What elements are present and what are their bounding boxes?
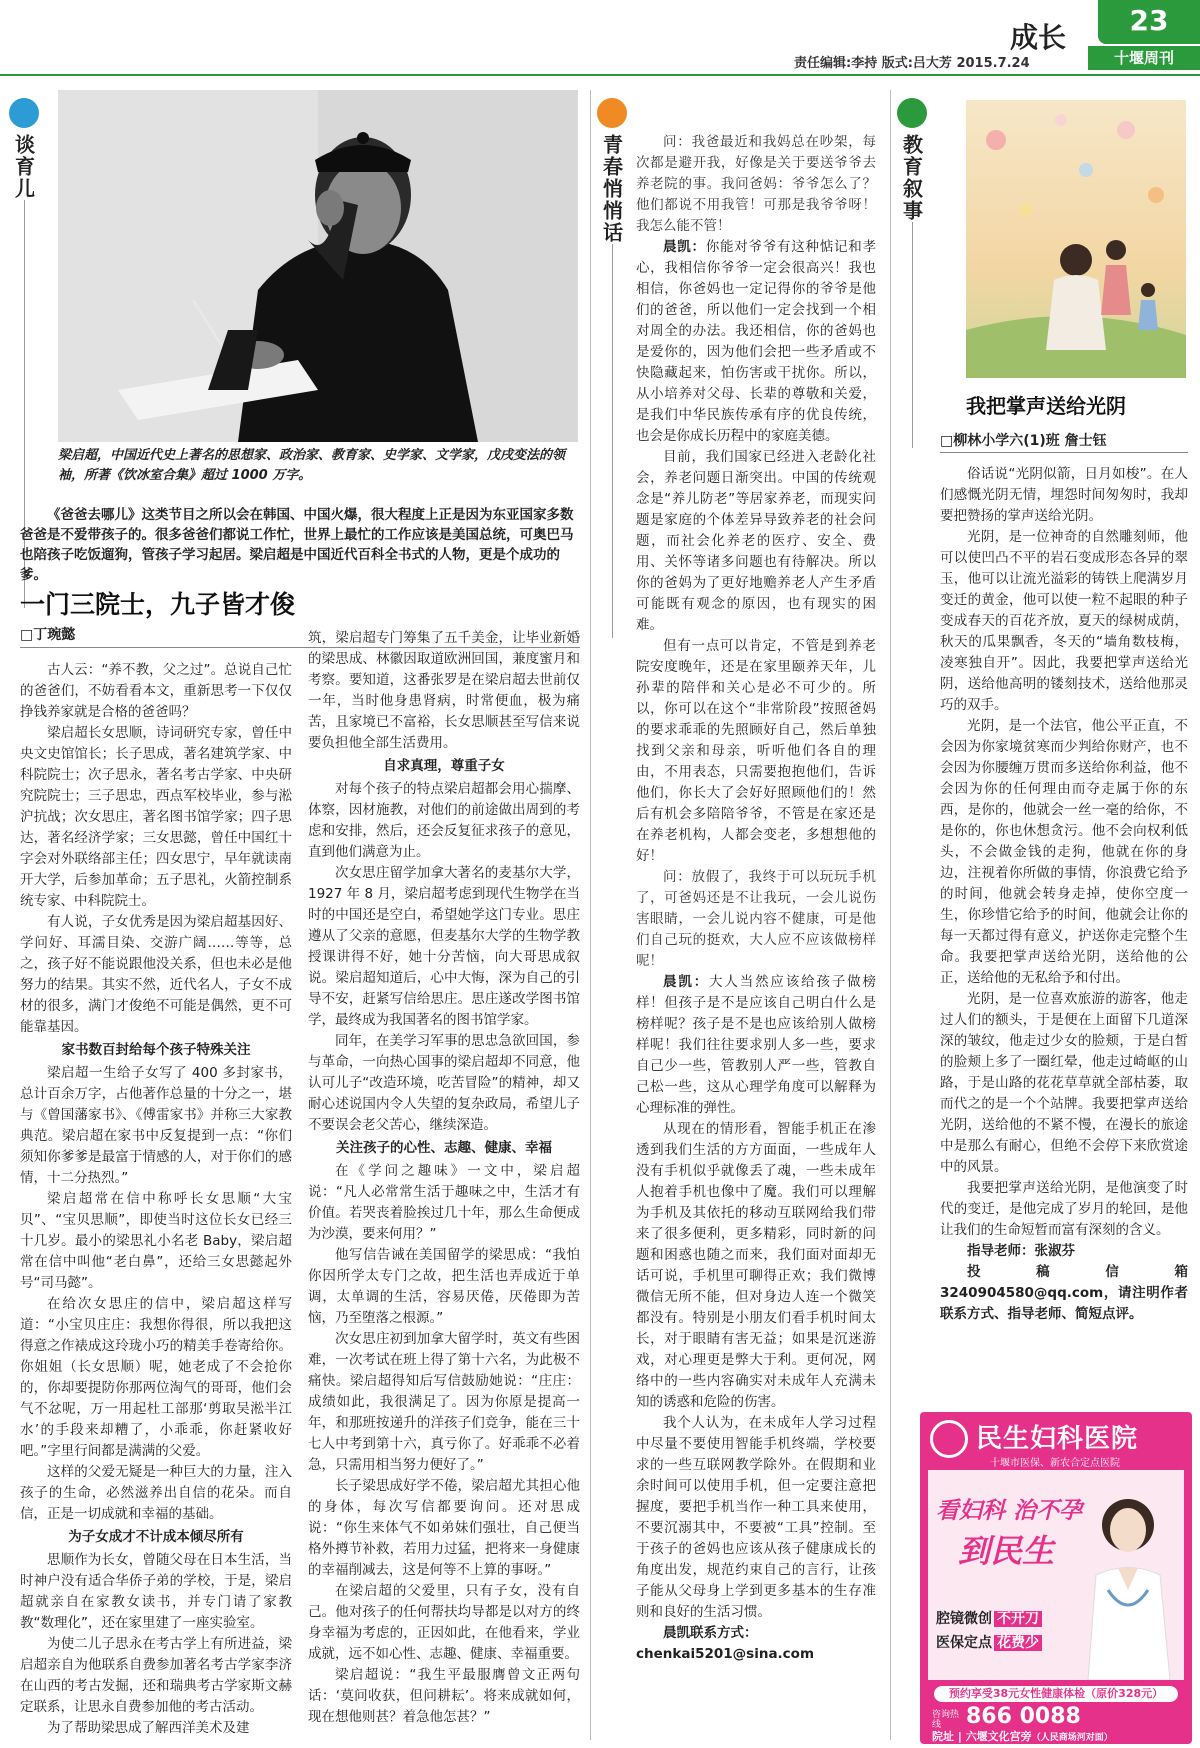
question-2-text: 问：放假了，我终于可以玩玩手机了，可爸妈还是不让我玩，一会儿说伤害眼睛，一会儿说内容不健康，可是他们自己玩的挺欢，大人应不应该做榜样呢！ — [636, 869, 876, 969]
header-rule — [0, 74, 1200, 76]
article-paragraph: 他写信告诫在美国留学的梁思成：“我怕你因所学太专门之故，把生活也弄成近于单调，太单调的生活，容易厌倦，厌倦即为苦恼，乃至堕落之根源。” — [308, 1247, 580, 1326]
ad-address-text: 六堰文化宫旁 — [965, 1730, 1032, 1743]
article-paragraph: 梁启超一生给子女写了 400 多封家书，总计百余万字，占他著作总量的十分之一，堪与《曾国藩家书》、《傅雷家书》并称三大家教典范。梁启超在家书中反复提到一点：“你们须知你爹爹是最富于情感的人，对于你们的感情，十二分热烈。” — [20, 1065, 292, 1186]
ad-slogan-2: 到民生 — [958, 1532, 1055, 1570]
section-ribbon-right — [898, 98, 926, 448]
ad-tag-text: 腔镜微创 — [936, 1611, 992, 1627]
question-1 — [636, 132, 876, 237]
ad-tag-highlight: 不开刀 — [994, 1611, 1042, 1627]
answer-2-paragraph-text: 从现在的情形看，智能手机正在渗透到我们生活的方方面面，一些成年人没有手机似乎就像丢了魂，一些未成年人抱着手机也像中了魔。我们可以理解为手机及其依托的移动互联网给我们带来了很多便利，更多精彩，同时新的问题和困惑也随之而来，我们面对面却无话可说，手机里可聊得正欢；我们微博微信无所不能，但对身边人连一个微笑都没有。特别是小朋友们看手机时间太长，对于眼睛有害无益；如果是沉迷游戏，对心理更是弊大于利。更何况，网络中的一些内容确实对未成年人充满未知的诱惑和危险的伤害。 — [636, 1121, 876, 1410]
ad-slogan-1: 看妇科 治不孕 — [936, 1498, 1083, 1524]
editor-line: 责任编辑:李持 版式:吕大芳 2015.7.24 — [794, 56, 1030, 71]
ad-tag-1 — [936, 1608, 1042, 1628]
article-title: 一门三院士，九子皆才俊 — [20, 590, 296, 619]
ribbon-line — [612, 244, 613, 638]
article-paragraph: 同年，在美学习军事的思忠急欲回国，参与革命，一向热心国事的梁启超却不同意，他认可儿子“改造环境，吃苦冒险”的精神，却又耐心述说国内令人失望的复杂政局，希望儿子不要误会老父苦心，继续深造。 — [308, 1033, 580, 1133]
paper-name: 十堰周刊 — [1113, 49, 1174, 67]
essay-paragraph: 俗话说“光阴似箭，日月如梭”。在人们感慨光阴无情，埋怨时间匆匆时，我却要把赞扬的掌声送给光阴。 — [940, 466, 1188, 524]
article-paragraph: 次女思庄留学加拿大著名的麦基尔大学，1927 年 8 月，梁启超考虑到现代生物学在当时的中国还是空白，希望她学这门专业。思庄遵从了父亲的意愿，但麦基尔大学的生物学教授课讲得不好，她十分苦恼，向大哥思成叙说。梁启超知道后，心中大悔，深为自己的引导不安，赶紧写信给思庄。思庄遂改学图书馆学，最终成为我国著名的图书馆学家。 — [308, 865, 580, 1028]
portrait-illustration — [58, 90, 578, 442]
ribbon-line — [912, 222, 913, 448]
page-header — [0, 0, 1200, 78]
paper-name-box — [1088, 46, 1200, 70]
answer-label: 晨凯： — [663, 974, 710, 990]
essay-author: □柳林小学六(1)班 詹士钰 — [940, 433, 1107, 449]
article-paragraph: 为使二儿子思永在考古学上有所进益，梁启超亲自为他联系自费参加著名考古学家李济在山西的考古发掘，还和瑞典考古学家斯文赫定联系，让思永自费参加他的考古活动。 — [20, 1636, 292, 1715]
ribbon-dot-orange — [597, 98, 627, 128]
qa-column — [636, 132, 876, 1744]
ad-phone: 866 0088 — [966, 1704, 1081, 1729]
column-rule — [890, 90, 891, 1740]
article-subheading: 家书数百封给每个孩子特殊关注 — [61, 1042, 251, 1058]
essay-author-rule — [940, 452, 1188, 453]
essay-illustration — [966, 100, 1186, 378]
ad-address-label: 院址 — [932, 1730, 954, 1743]
article-paragraph: 有人说，子女优秀是因为梁启超基因好、学问好、耳濡目染、交游广阔……等等，总之，孩子好不能说跟他没关系，但也未必是他努力的结果。其实不然，近代名人，子女不成材的很多，满门才俊绝不可能是偶然，更不可能靠基因。 — [20, 914, 292, 1035]
article-lead: 《爸爸去哪儿》这类节目之所以会在韩国、中国火爆，很大程度上正是因为东亚国家多数爸爸是不爱带孩子的。很多爸爸们都说工作忙，世界上最忙的工作应该是美国总统，可奥巴马也陪孩子吃饭遛狗，管孩子学习起居。梁启超是中国近代百科全书式的人物，更是个成功的爹。 — [20, 507, 574, 583]
ad-tag-text: 医保定点 — [936, 1635, 992, 1651]
answer-1-paragraph-text: 但有一点可以肯定，不管是到养老院安度晚年，还是在家里颐养天年，儿孙辈的陪伴和关心是必不可少的。所以，你可以在这个“非常阶段”按照爸妈的要求乖乖的先照顾好自己，然后单独找到父亲和母亲，听听他们各自的理由，不用表态，只需要抱抱他们，告诉他们，你长大了会好好照顾他们的！然后有机会多陪陪爷爷，不管是在家还是在养老机构，人都会变老，多想想他的好！ — [636, 638, 876, 864]
answer-2-paragraph-text: 我个人认为，在未成年人学习过程中尽量不要使用智能手机终端，学校要求的一些互联网教学除外。在假期和业余时间可以使用手机，但一定要注意把握度，要把手机当作一种工具来使用，不要沉溺其中，不要被“工具”控制。至于孩子的爸妈也应该从孩子健康成长的角度出发，规范约束自己的言行，让孩子能从父母身上学到更多基本的生存准则和良好的生活习惯。 — [636, 1415, 876, 1620]
photo-caption: 梁启超，中国近代史上著名的思想家、政治家、教育家、史学家、文学家，戊戌变法的领袖，所著《饮冰室合集》超过 1000 万字。 — [58, 448, 566, 483]
essay-submission-info: 投稿信箱 3240904580@qq.com，请注明作者联系方式、指导老师、简短点评。 — [940, 1264, 1188, 1322]
article-paragraph: 对每个孩子的特点梁启超都会用心揣摩、体察，因材施教，对他们的前途做出周到的考虑和安排，然后，还会反复征求孩子的意见，直到他们满意为止。 — [308, 781, 580, 860]
article-paragraph: 筑，梁启超专门筹集了五千美金，让毕业新婚的梁思成、林徽因取道欧洲回国，兼度蜜月和考察。要知道，这番张罗是在梁启超去世前仅一年，当时他身患肾病，时常便血，极为痛苦，且家境已不富裕，长女思顺甚至写信来说要负担他全部生活费用。 — [308, 630, 580, 751]
ad-address-note: （人民商场河对面） — [1031, 1733, 1113, 1743]
answer-2-paragraph — [636, 1413, 876, 1623]
answer-1-paragraph — [636, 636, 876, 867]
answer-1-paragraph — [636, 447, 876, 636]
ribbon-dot-blue — [9, 98, 39, 128]
ad-panel — [928, 1470, 1184, 1680]
ribbon-dot-green — [897, 98, 927, 128]
article-subheading: 关注孩子的心性、志趣、健康、幸福 — [336, 1140, 552, 1156]
article-paragraph: 在给次女思庄的信中，梁启超这样写道：“小宝贝庄庄：我想你得很，所以我把这得意之作裱成这玲珑小巧的精美手卷寄给你。你姐姐（长女思顺）呢，她老成了不会抢你的，你却要提防你那两位淘气的哥哥，他们会气不忿呢，万一用起杜工部那‘剪取吴淞半江水’的手段来却糟了，小乖乖，你赶紧收好吧。”字里行间都是满满的父爱。 — [20, 1296, 292, 1459]
ribbon-title-middle: 青春悄悄话 — [599, 134, 624, 244]
essay-paragraph: 光阴，是一位神奇的自然雕刻师，他可以使凹凸不平的岩石变成形态各异的翠玉，他可以让流光溢彩的铸铁上爬满岁月变迁的黄金，他可以使一粒不起眼的种子变成春天的百花齐放，夏天的绿树成荫，秋天的瓜果飘香，冬天的“墙角数枝梅，凌寒独自开”。因此，我要把掌声送给光阴，送给他高明的镂刻技术，送给他那灵巧的双手。 — [940, 529, 1188, 713]
essay-teacher: 指导老师：张淑芬 — [967, 1243, 1075, 1259]
essay-paragraph: 光阴，是一位喜欢旅游的游客，他走过人们的额头，于是便在上面留下几道深深的皱纹，他走过少女的脸颊，于是白皙的脸颊上多了一圈红晕，他走过崎岖的山路，于是山路的花花草草就全部枯萎，取而代之的是一个个站牌。我要把掌声送给光阴，送给他的不紧不慢，在漫长的旅途中是那么有耐心，但绝不会停下来欣赏途中的风景。 — [940, 991, 1188, 1175]
answer-1-paragraph-text: 目前，我们国家已经进入老龄化社会，养老问题日渐突出。中国的传统观念是“养儿防老”等居家养老，而现实问题是家庭的个体差异导致养老的社会问题，而社会化养老的医疗、安全、费用、关怀等诸多问题也有待解决。所以你的爸妈为了更好地赡养老人产生矛盾可能既有观念的原因，也有现实的困难。 — [636, 449, 876, 633]
article-paragraph: 为了帮助梁思成了解西洋美术及建 — [47, 1720, 250, 1736]
question-1-text: 问：我爸最近和我妈总在吵架，每次都是避开我，好像是关于要送爷爷去养老院的事。我问爸妈：爷爷怎么了？他们都说不用我管！可那是我爷爷呀！我怎么能不管！ — [636, 134, 876, 234]
article-paragraph: 在梁启超的父爱里，只有子女，没有自己。他对孩子的任何帮扶均导都是以对方的终身幸福为考虑的，正因如此，在他看来，学业成就，远不如心性、志趣、健康、幸福重要。 — [308, 1583, 580, 1662]
article-paragraph: 次女思庄初到加拿大留学时，英文有些困难，一次考试在班上得了第十六名，为此极不痛快。梁启超得知后写信鼓励她说：“庄庄：成绩如此，我很满足了。因为你原是提高一年，和那班按递升的洋孩子们竞争，能在三十七人中考到第十六，真亏你了。好乖乖不必着急，只需用相当努力便好了。” — [308, 1331, 580, 1473]
question-2 — [636, 867, 876, 972]
article-paragraph: 梁启超长女思顺，诗词研究专家，曾任中央文史馆馆长；长子思成，著名建筑学家、中科院院士；次子思永，著名考古学家、中央研究院院士；三子思忠，西点军校毕业，参与淞沪抗战；次女思庄，著名图书馆学家；四子思达，著名经济学家；三女思懿，曾任中国红十字会对外联络部主任；四女思宁，早年就读南开大学，后参加革命；五子思礼，火箭控制系统专家、中科院院士。 — [20, 725, 292, 909]
essay-paragraph: 光阴，是一个法官，他公平正直，不会因为你家境贫寒而少判给你财产，也不会因为你腰缠万贯而多送给你利益，他不会因为你的任何理由而夺走属于你的东西，是你的，他就会一丝一毫的给你，不是你的，你也休想贪污。他不会向权利低头，不会做金钱的走狗，他就在你的身边，注视着你所做的事情，你浪费它给予的时间，他就会转身走掉，使你空度一生，你珍惜它给予的时间，他就会让你的每一天都过得有意义，护送你走完整个生命。我要把掌声送给光阴，送给他的公正，送给他的无私给予和付出。 — [940, 718, 1188, 986]
section-title: 成长 — [1010, 21, 1067, 54]
article-subheading: 为子女成才不计成本倾尽所有 — [68, 1529, 244, 1545]
children-painting — [966, 100, 1186, 378]
article-subheading: 自求真理，尊重子女 — [383, 758, 505, 774]
article-paragraph: 长子梁思成好学不倦，梁启超尤其担心他的身体，每次写信都要询问。还对思成说：“你生来体气不如弟妹们强壮，自己便当格外撙节补救，若用力过猛，把将来一身健康的幸福削减去，这是何等不上算的事呀。” — [308, 1478, 580, 1578]
ad-offer: 预约享受38元女性健康体检（原价328元） — [934, 1686, 1178, 1702]
ad-logo — [930, 1420, 968, 1458]
doctor-illustration — [1078, 1480, 1178, 1680]
ad-subtitle: 十堰市医保、新农合定点医院 — [990, 1458, 1120, 1469]
essay-paragraph: 我要把掌声送给光阴，是他演变了时代的变迁，是他完成了岁月的轮回，是他让我们的生命短暂而富有深刻的含义。 — [940, 1180, 1188, 1238]
essay-title: 我把掌声送给光阴 — [966, 394, 1126, 418]
page-number: 23 — [1129, 4, 1169, 37]
contact-email[interactable]: chenkai5201@sina.com — [636, 1646, 815, 1662]
ad-tag-highlight: 花费少 — [994, 1635, 1042, 1651]
answer-2-paragraph-text: 大人当然应该给孩子做榜样！但孩子是不是应该自己明白什么是榜样呢？孩子是不是也应该给别人做榜样呢！我们往往要求别人多一些，要求自己少一些，管教别人严一些，管教自己松一些，这从心理学角度可以解释为心理标准的弹性。 — [636, 974, 876, 1116]
article-paragraph: 在《学问之趣味》一文中，梁启超说：“凡人必常常生活于趣味之中，生活才有价值。若哭丧着脸挨过几十年，那么生命便成为沙漠，要来何用？” — [308, 1163, 580, 1242]
article-column-2 — [308, 628, 580, 1740]
answer-1-paragraph — [636, 237, 876, 447]
article-paragraph: 梁启超常在信中称呼长女思顺“大宝贝”、“宝贝思顺”，即使当时这位长女已经三十几岁。最小的梁思礼小名老 Baby，梁启超常在信中叫他“老白鼻”，还给三女思懿起外号“司马懿”。 — [20, 1191, 292, 1291]
article-paragraph: 梁启超说：“我生平最服膺曾文正两句话：‘莫问收获，但问耕耘’。将来成就如何，现在想他则甚？着急他怎甚？” — [308, 1667, 580, 1725]
answer-2-paragraph — [636, 1119, 876, 1413]
contact-label: 晨凯联系方式： — [663, 1625, 758, 1641]
hospital-ad — [920, 1412, 1192, 1744]
essay-body — [940, 464, 1188, 1416]
article-column-1 — [20, 660, 292, 1740]
ad-address: 院址 | 六堰文化宫旁（人民商场河对面） — [932, 1730, 1113, 1743]
portrait-photo — [58, 90, 578, 442]
ad-phone-label: 咨询热线 — [932, 1710, 960, 1730]
article-paragraph: 这样的父爱无疑是一种巨大的力量，注入孩子的生命，必然滋养出自信的花朵。而自信，正是一切成就和幸福的基础。 — [20, 1464, 292, 1522]
ribbon-title-right: 教育叙事 — [899, 134, 924, 222]
answer-2-paragraph — [636, 972, 876, 1119]
ad-tag-2 — [936, 1632, 1042, 1652]
page-number-box — [1098, 0, 1200, 44]
ad-brand: 民生妇科医院 — [976, 1424, 1139, 1454]
article-paragraph: 古人云：“养不教，父之过”。总说自己忙的爸爸们，不妨看看本文，重新思考一下仅仅挣钱养家就是合格的爸爸吗？ — [20, 662, 292, 720]
answer-1-paragraph-text: 你能对爷爷有这种惦记和孝心，我相信你爷爷一定会很高兴！我也相信，你爸妈也一定记得你的爷爷是他们的爸爸，所以他们一定会找到一个相对周全的办法。我还相信，你的爸妈也是爱你的，因为他们会把一些矛盾或不快隐藏起来，怕伤害或干扰你。所以，从小培养对父母、长辈的尊敬和关爱，是我们中华民族传承有序的优良传统，也会是你成长历程中的家庭美德。 — [636, 239, 876, 444]
section-ribbon-middle — [598, 98, 626, 638]
column-rule — [590, 90, 591, 1740]
answer-label: 晨凯： — [663, 239, 706, 255]
article-author: □丁琬懿 — [20, 627, 76, 643]
ribbon-title-left: 谈育儿 — [11, 134, 36, 200]
article-paragraph: 思顺作为长女，曾随父母在日本生活，当时神户没有适合华侨子弟的学校，于是，梁启超就亲自在家教女读书，并专门请了家教教“数理化”，还在家里建了一座实验室。 — [20, 1552, 292, 1631]
